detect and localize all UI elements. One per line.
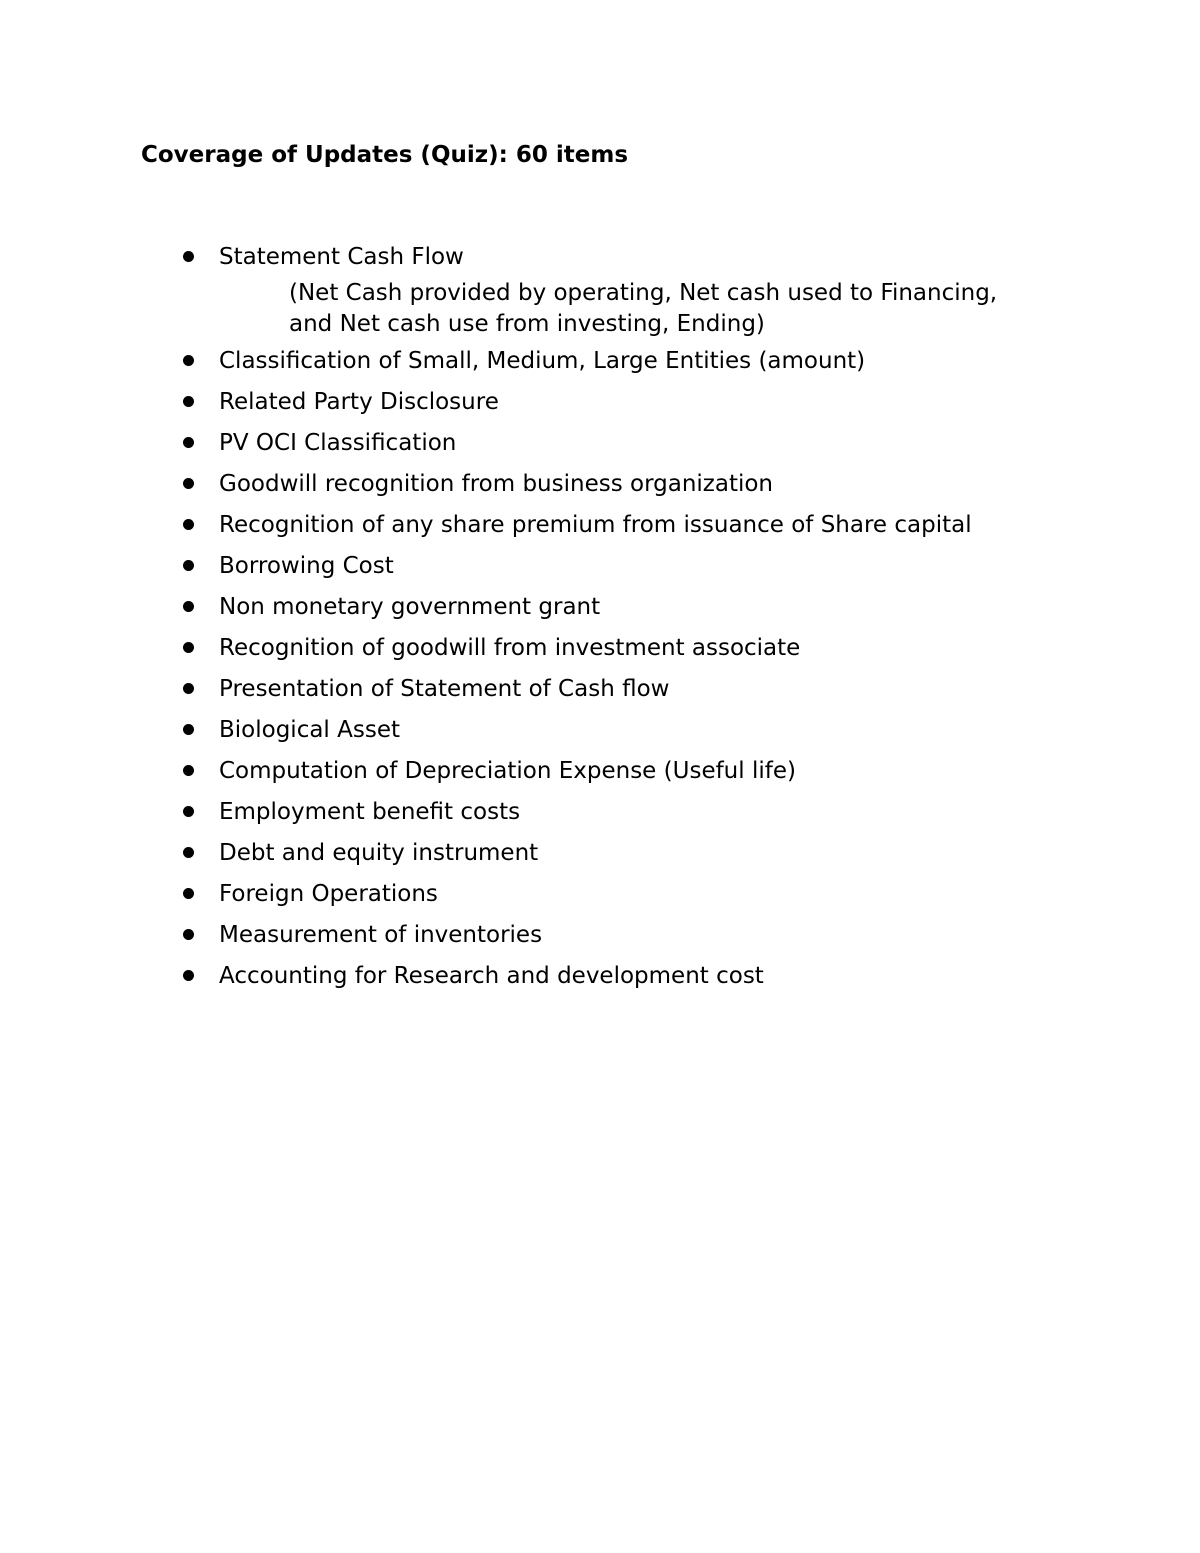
list-item-label: Computation of Depreciation Expense (Useful life) — [219, 758, 796, 784]
bullet-icon — [183, 437, 194, 448]
list-item-note-line: and Net cash use from investing, Ending) — [289, 311, 765, 337]
list-item-label: Employment benefit costs — [219, 799, 521, 825]
list-item-label: Recognition of any share premium from issuance of Share capital — [219, 512, 972, 538]
list-item — [0, 801, 1200, 833]
list-item — [0, 391, 1200, 423]
bullet-icon — [183, 888, 194, 899]
list-item — [0, 842, 1200, 874]
list-item-label: Non monetary government grant — [219, 594, 601, 620]
list-item — [0, 473, 1200, 505]
bullet-icon — [183, 724, 194, 735]
bullet-icon — [183, 970, 194, 981]
bullet-icon — [183, 601, 194, 612]
bullet-icon — [183, 806, 194, 817]
list-item-note-line: (Net Cash provided by operating, Net cash used to Financing, — [289, 280, 998, 306]
bullet-icon — [183, 765, 194, 776]
page-title: Coverage of Updates (Quiz): 60 items — [141, 142, 629, 168]
list-item-label: Recognition of goodwill from investment associate — [219, 635, 801, 661]
list-item-label: Classification of Small, Medium, Large Entities (amount) — [219, 348, 866, 374]
bullet-icon — [183, 396, 194, 407]
list-item — [0, 924, 1200, 956]
list-item — [0, 432, 1200, 464]
list-item-label: Goodwill recognition from business organization — [219, 471, 774, 497]
list-item-note — [0, 246, 1200, 337]
list-item — [0, 555, 1200, 587]
list-item — [0, 678, 1200, 710]
list-item — [0, 760, 1200, 792]
list-item-label: PV OCI Classification — [219, 430, 457, 456]
list-item — [0, 350, 1200, 382]
list-item — [0, 637, 1200, 669]
bullet-icon — [183, 519, 194, 530]
bullet-icon — [183, 847, 194, 858]
list-item — [0, 883, 1200, 915]
list-item-label: Accounting for Research and development cost — [219, 963, 764, 989]
bullet-icon — [183, 355, 194, 366]
list-item-label: Biological Asset — [219, 717, 401, 743]
list-item-label: Statement Cash Flow — [219, 244, 464, 270]
list-item-label: Presentation of Statement of Cash flow — [219, 676, 670, 702]
list-item-label: Foreign Operations — [219, 881, 438, 907]
list-item-label: Borrowing Cost — [219, 553, 394, 579]
list-item — [0, 965, 1200, 997]
list-item — [0, 596, 1200, 628]
bullet-icon — [183, 478, 194, 489]
list-item — [0, 514, 1200, 546]
bullet-icon — [183, 683, 194, 694]
list-item-label: Related Party Disclosure — [219, 389, 499, 415]
list-item-label: Measurement of inventories — [219, 922, 543, 948]
bullet-icon — [183, 642, 194, 653]
bullet-icon — [183, 560, 194, 571]
list-item-label: Debt and equity instrument — [219, 840, 539, 866]
bullet-icon — [183, 929, 194, 940]
list-item — [0, 719, 1200, 751]
